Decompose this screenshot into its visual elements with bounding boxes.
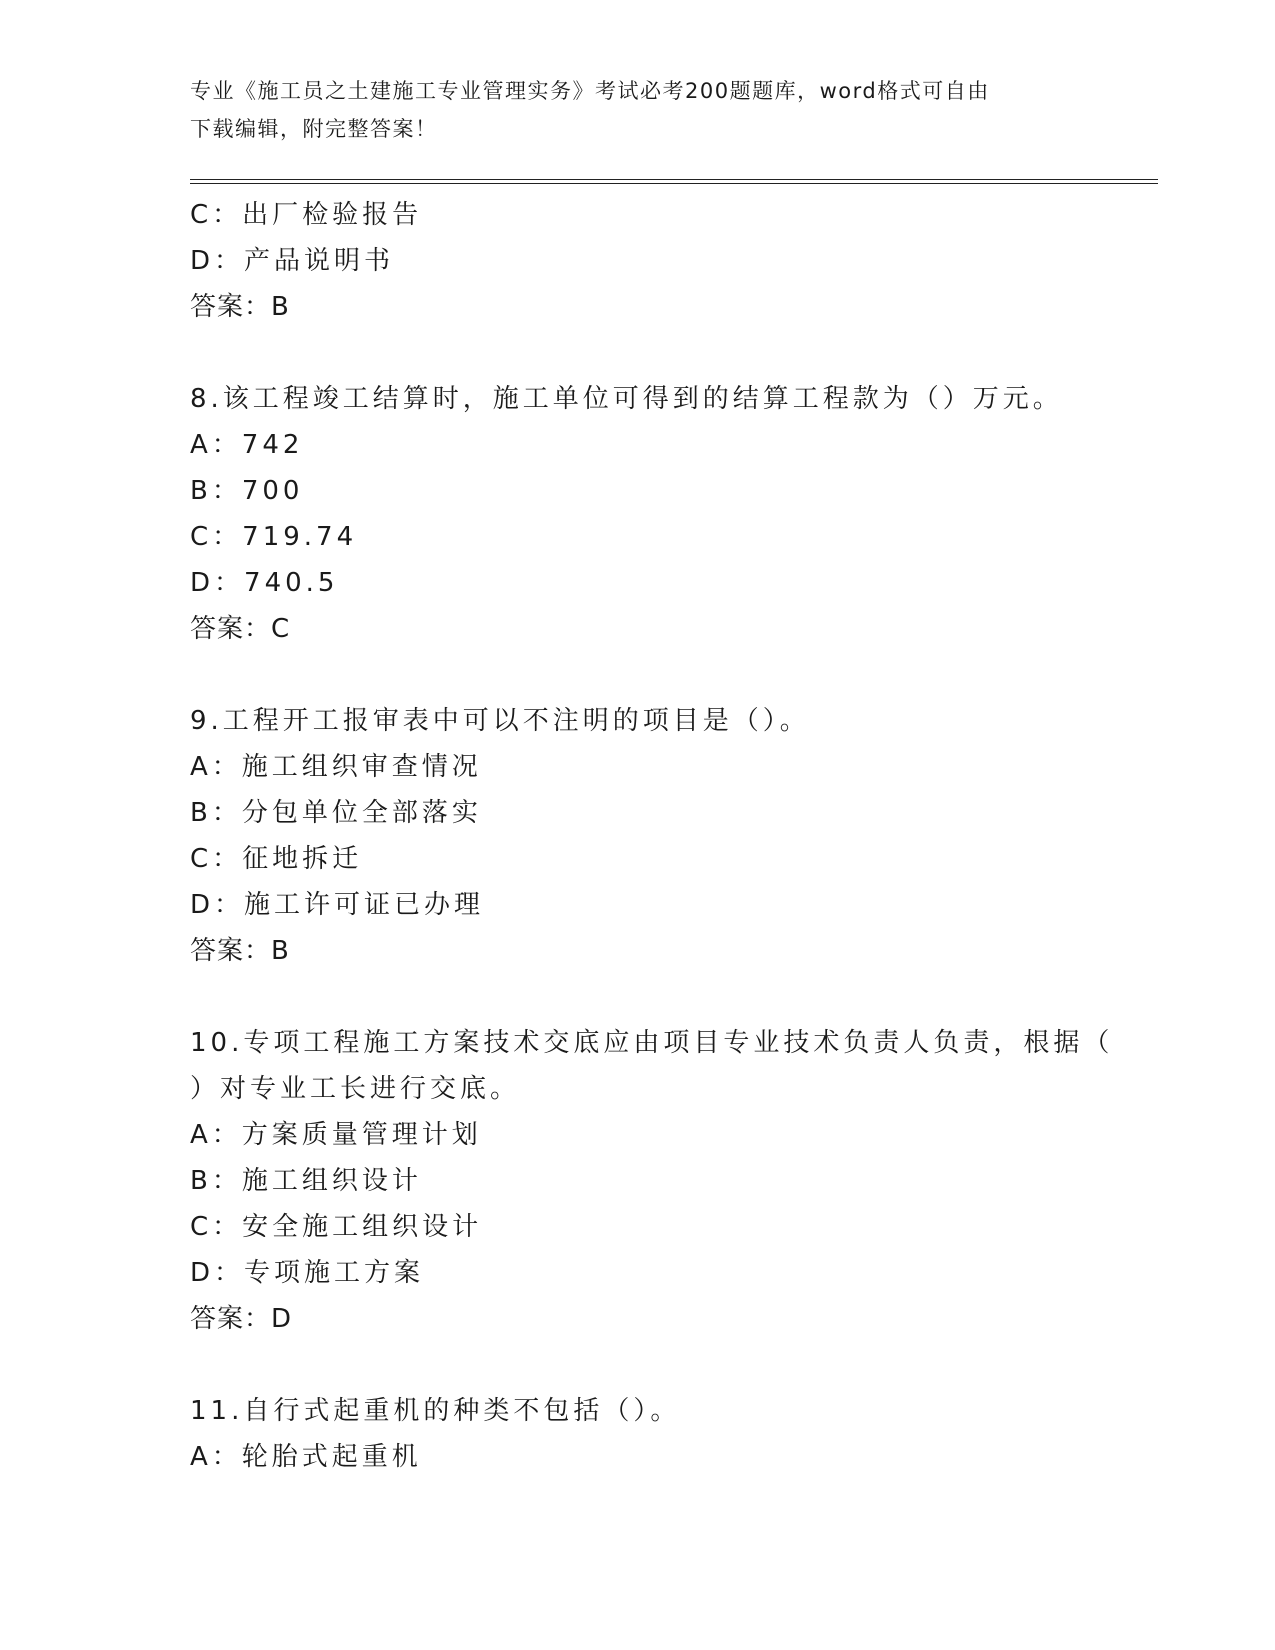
answer-line: 答案：D bbox=[190, 1304, 293, 1334]
question-text: 11.自行式起重机的种类不包括（）。 bbox=[190, 1396, 681, 1426]
option-c: C：安全施工组织设计 bbox=[190, 1212, 483, 1242]
option-b: B：700 bbox=[190, 476, 304, 506]
question-8 bbox=[190, 376, 1090, 652]
answer-line: 答案：B bbox=[190, 936, 290, 966]
question-text: 9.工程开工报审表中可以不注明的项目是（）。 bbox=[190, 706, 810, 736]
header-title-line-1: 专业《施工员之土建施工专业管理实务》考试必考200题题库，word格式可自由 bbox=[190, 79, 990, 103]
option-c: C：征地拆迁 bbox=[190, 844, 363, 874]
option-a: A：轮胎式起重机 bbox=[190, 1442, 422, 1472]
question-10 bbox=[190, 1020, 1114, 1342]
question-9 bbox=[190, 698, 1090, 974]
question-text: 8.该工程竣工结算时，施工单位可得到的结算工程款为（）万元。 bbox=[190, 384, 1063, 414]
option-a: A：742 bbox=[190, 430, 304, 460]
answer-line: 答案：C bbox=[190, 614, 291, 644]
option-c: C：出厂检验报告 bbox=[190, 200, 423, 230]
question-list bbox=[190, 192, 1114, 1480]
option-a: A：方案质量管理计划 bbox=[190, 1120, 482, 1150]
option-b: B：分包单位全部落实 bbox=[190, 798, 482, 828]
option-d: D：产品说明书 bbox=[190, 246, 395, 276]
document-header bbox=[190, 72, 1090, 148]
question-7-tail bbox=[190, 192, 1090, 330]
spacer bbox=[190, 330, 1090, 376]
option-d: D：施工许可证已办理 bbox=[190, 890, 485, 920]
spacer bbox=[190, 1342, 1090, 1388]
question-text-line-2: ）对专业工长进行交底。 bbox=[190, 1074, 521, 1104]
option-a: A：施工组织审查情况 bbox=[190, 752, 482, 782]
header-divider-top bbox=[190, 179, 1158, 180]
option-c: C：719.74 bbox=[190, 522, 358, 552]
option-d: D：740.5 bbox=[190, 568, 339, 598]
option-d: D：专项施工方案 bbox=[190, 1258, 425, 1288]
option-b: B：施工组织设计 bbox=[190, 1166, 422, 1196]
header-title-line-2: 下载编辑，附完整答案！ bbox=[190, 117, 438, 141]
question-text-line-1: 10.专项工程施工方案技术交底应由项目专业技术负责人负责，根据（ bbox=[190, 1028, 1114, 1058]
spacer bbox=[190, 974, 1090, 1020]
question-11 bbox=[190, 1388, 1090, 1480]
spacer bbox=[190, 652, 1090, 698]
answer-line: 答案：B bbox=[190, 292, 290, 322]
header-divider-bottom bbox=[190, 183, 1158, 184]
